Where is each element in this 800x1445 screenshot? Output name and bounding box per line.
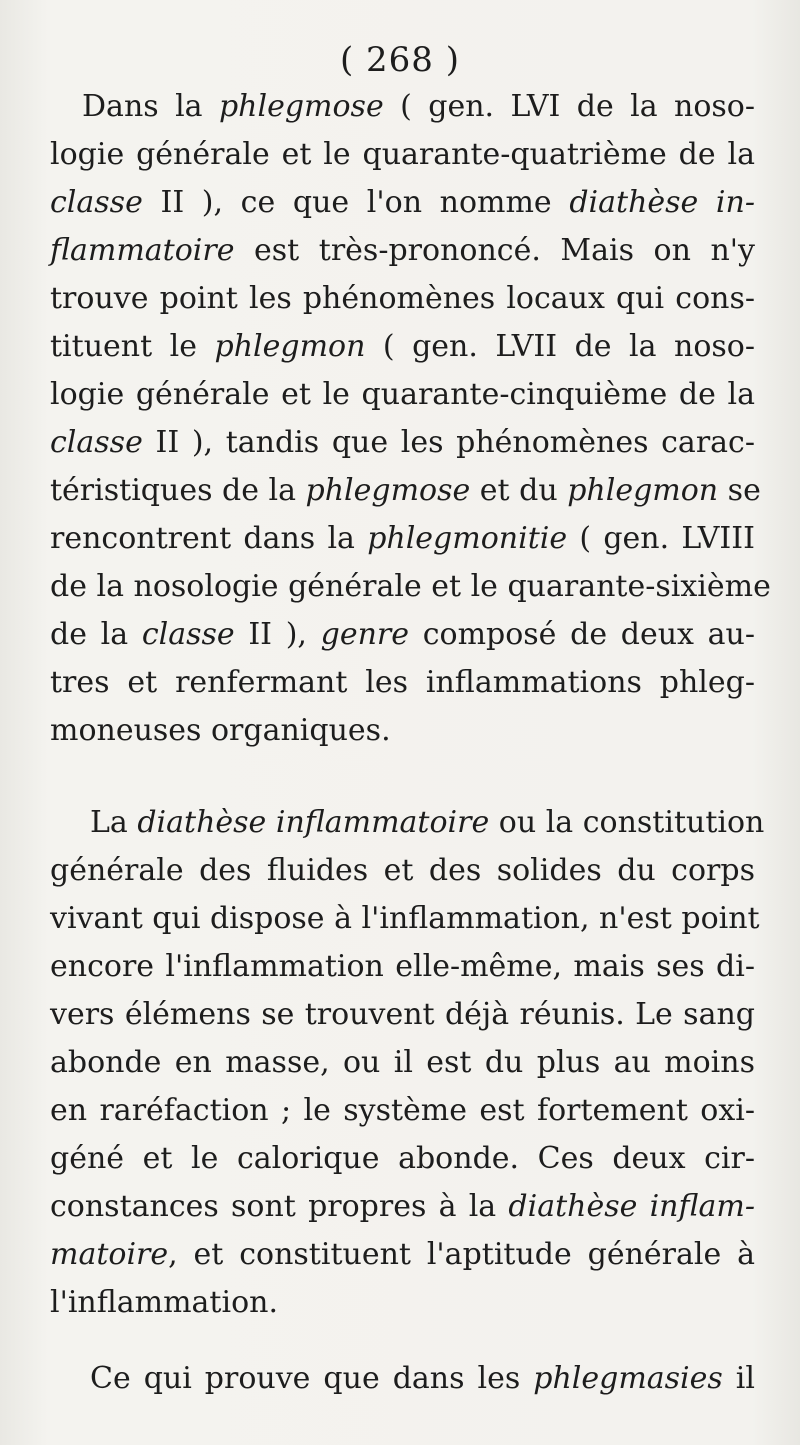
text-line: constances sont propres à la diathèse inflam- [50, 1189, 755, 1224]
text-line: l'inflammation. [50, 1285, 279, 1320]
text-line: Ce qui prouve que dans les phlegmasies il [90, 1361, 755, 1396]
text-line: logie générale et le quarante-cinquième de la [50, 377, 755, 412]
text-line: en raréfaction ; le système est fortement oxi- [50, 1093, 755, 1128]
text-line: vers élémens se trouvent déjà réunis. Le sang [50, 997, 755, 1032]
text-line: La diathèse inflammatoire ou la constitution [90, 805, 765, 840]
text-line: classe II ), ce que l'on nomme diathèse in- [50, 185, 755, 220]
text-line: moneuses organiques. [50, 713, 391, 748]
text-line: de la classe II ), genre composé de deux au- [50, 617, 755, 652]
page-number: ( 268 ) [339, 40, 461, 80]
text-line: trouve point les phénomènes locaux qui cons- [50, 281, 755, 316]
text-line: logie générale et le quarante-quatrième de la [50, 137, 755, 172]
text-line: tres et renfermant les inflammations phleg- [50, 665, 755, 700]
text-line: flammatoire est très-prononcé. Mais on n'y [50, 233, 755, 268]
text-line: générale des fluides et des solides du corps [50, 853, 755, 888]
text-line: rencontrent dans la phlegmonitie ( gen. LVIII [50, 521, 755, 556]
text-line: Dans la phlegmose ( gen. LVI de la noso- [82, 89, 755, 124]
text-line: de la nosologie générale et le quarante-sixième [50, 569, 771, 604]
text-line: vivant qui dispose à l'inflammation, n'est point [50, 901, 760, 936]
text-line: matoire, et constituent l'aptitude générale à [50, 1237, 755, 1272]
text-line: géné et le calorique abonde. Ces deux cir- [50, 1141, 755, 1176]
text-line: abonde en masse, ou il est du plus au moins [50, 1045, 755, 1080]
text-line: téristiques de la phlegmose et du phlegmon se [50, 473, 761, 508]
text-line: classe II ), tandis que les phénomènes carac- [50, 425, 755, 460]
text-line: encore l'inflammation elle-même, mais ses di- [50, 949, 755, 984]
text-line: tituent le phlegmon ( gen. LVII de la noso- [50, 329, 755, 364]
